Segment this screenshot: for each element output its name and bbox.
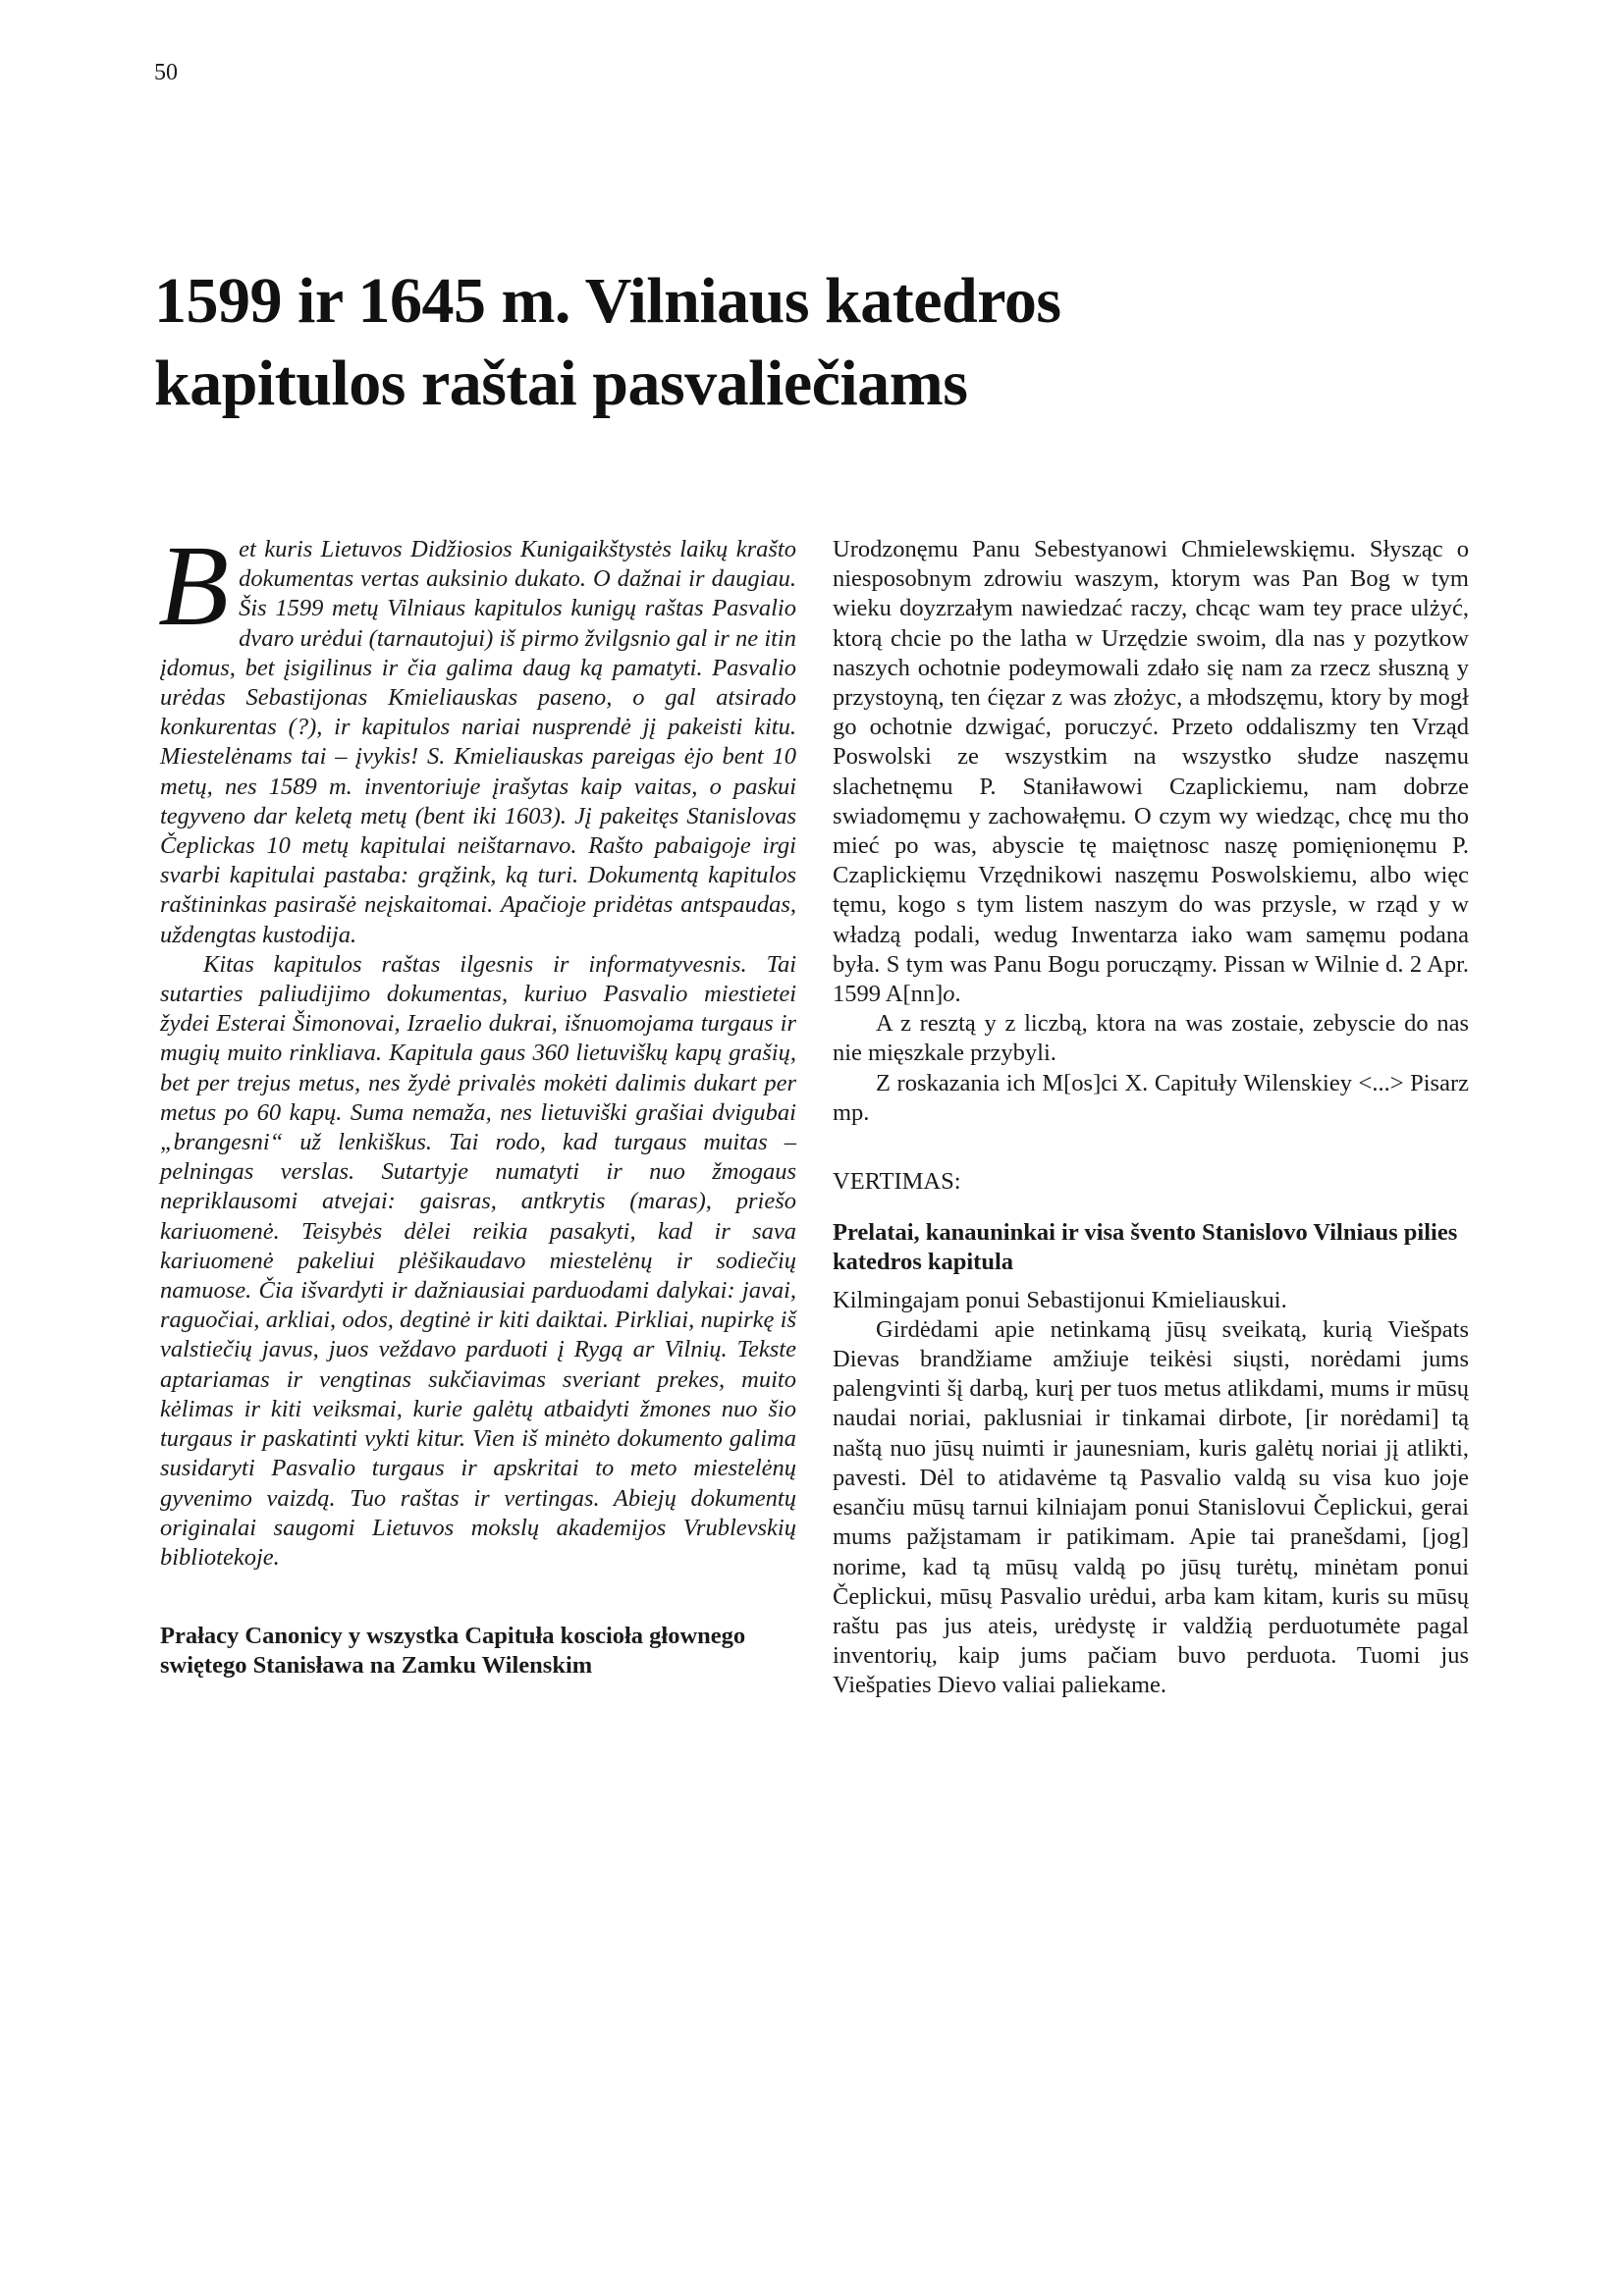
translation-label: VERTIMAS: [833, 1168, 961, 1196]
polish-letter-text: Urodzonęmu Panu Sebestyanowi Chmielewskięmu. Słysząc o niesposobnym zdrowiu waszym, ktorym was Pan Bog w tym wieku doyzrzałym nawiedzać raczy, chcąc wam tey prace ulżyć, ktorą chcie po the latha w Urzędzie swoim, dla nas y pozytkow naszych ochotnie podeymowali zdało się nam za rzecz słuszną y przystoyną, ten ćięzar z was złożyc, a młodszęmu, ktory by mogł go ochotnie dzwigać, poruczyć. Przeto oddaliszmy ten Vrząd Poswolski ze wszystkim na wszystko słudze naszęmu slachetnęmu P. Staniławowi Czaplickiemu, nam dobrze swiadomęmu y zachowałęmu. O czym wy wiedząc, chcę mu tho mieć po was, abyscie tę maiętnosc naszę pomięnionęmu P. Czaplickięmu Vrzędnikowi naszęmu Poswolskiemu, albo więc tęmu, kogo s tym listem naszym do was przysle, w rząd y w władzą podali, wedug Inwentarza iako wam samęmu podana była. S tym was Panu Bogu porucząmy. Pissan w Wilnie d. 2 Apr. 1599 A[nn] [833, 536, 1469, 1008]
translation-address: Kilmingajam ponui Sebastijonui Kmieliauskui. [833, 1286, 1287, 1313]
polish-letter-paragraph-1 [833, 535, 1469, 1009]
page-number: 50 [154, 60, 178, 85]
polish-letter-end: . [954, 981, 961, 1008]
second-paragraph: Kitas kapitulos raštas ilgesnis ir informatyvesnis. Tai sutarties paliudijimo dokumentas, kuriuo Pasvalio miestietei žydei Esterai Šimonovai, Izraelio dukrai, išnuomojama turgaus ir mugių muito rinkliava. Kapitula gaus 360 lietuviškų kapų grašių, bet per trejus metus, nes žydė privalės mokėti dalimis dukart per metus po 60 kapų. Suma nemaža, nes lietuviški grašiai dvigubai „brangesni“ už lenkiškus. Tai rodo, kad turgaus muitas – pelningas verslas. Sutartyje numatyti ir nuo žmogaus nepriklausomi atvejai: gaisras, antkrytis (maras), priešo kariuomenė. Teisybės dėlei reikia pasakyti, kad ir sava kariuomenė pakeliui plėšikaudavo miestelėnų ir sodiečių namuose. Čia išvardyti ir dažniausiai parduodami dalykai: javai, raguočiai, arkliai, odos, degtinė ir kiti daiktai. Pirkliai, nupirkę iš valstiečių javus, juos veždavo parduoti į Rygą ar Vilnių. Tekste aptariamas ir vengtinas sukčiavimas sveriant prekes, muito kėlimas ir kiti veiksmai, kurie galėtų atbaidyti žmones nuo šio turgaus ir paskatinti vykti kitur. Vien iš minėto dokumento galima susidaryti Pasvalio turgaus ir apskritai to meto miestelėnų gyvenimo vaizdą. Tuo raštas ir vertingas. Abiejų dokumentų originalai saugomi Lietuvos mokslų akademijos Vrublevskių bibliotekoje. [160, 950, 796, 1571]
translation-heading: Prelatai, kanauninkai ir visa švento Stanislovo Vilniaus pilies katedros kapitula [833, 1219, 1458, 1276]
intro-paragraph [158, 521, 796, 950]
polish-letter-paragraph-3: Z roskazania ich M[os]ci X. Capituły Wilenskiey <...> Pisarz mp. [833, 1069, 1469, 1126]
intro-text: et kuris Lietuvos Didžiosios Kunigaikštystės laikų krašto dokumentas vertas auksinio dukato. O dažnai ir daugiau. Šis 1599 metų Vilniaus kapitulos kunigų raštas Pasvalio dvaro urėdui (tarnautojui) iš pirmo žvilgsnio gal ir ne itin įdomus, bet įsigilinus ir čia galima daug ką pamatyti. Pasvalio urėdas Sebastijonas Kmieliauskas paseno, o gal atsirado konkurentas (?), ir kapitulos nariai nusprendė jį pakeisti kitu. Miestelėnams tai – įvykis! S. Kmieliauskas pareigas ėjo bent 10 metų, nes 1589 m. inventoriuje įrašytas kaip vaitas, o paskui tegyveno dar keletą metų (bent iki 1603). Jį pakeitęs Stanislovas Čeplickas 10 metų kapitulai neištarnavo. Rašto pabaigoje irgi svarbi kapitulai pastaba: grąžink, ką turi. Dokumentą kapitulos raštininkas pasirašė neįskaitomai. Apačioje pridėtas antspaudas, uždengtas kustodija. [160, 536, 796, 948]
page-title [154, 260, 1332, 425]
polish-document-heading: Prałacy Canonicy y wszystka Capituła kosciołа głownego swiętego Stanisława na Zamku Wilenskim [160, 1623, 746, 1680]
title-line-1: 1599 ir 1645 m. Vilniaus katedros [154, 265, 1061, 337]
translation-body: Girdėdami apie netinkamą jūsų sveikatą, kurią Viešpats Dievas brandžiame amžiuje teikėsi siųsti, norėdami jums palengvinti šį darbą, kurį per tuos metus atlikdami, mums ir mūsų naudai noriai, paklusniai ir tinkamai dirbote, [ir norėdami] tą naštą nuo jūsų nuimti ir jaunesniam, kuris galėtų noriai jį atlikti, pavesti. Dėl to atidavėme tą Pasvalio valdą su visa kuo joje esančiu mūsų tarnui kilniajam ponui Stanislovui Čeplickui, gerai mums pažįstamam ir patikimam. Apie tai pranešdami, [jog] norime, kad tą mūsų valdą po jūsų turėtų, minėtam ponui Čeplickui, mūsų Pasvalio urėdui, arba kam kitam, kuris su mūsų raštu pas jus ateis, urėdystę ir valdžią perduotumėte pagal inventorių, kaip jums pačiam buvo perduota. Tuomi jus Viešpaties Dievo valiai paliekame. [833, 1315, 1469, 1699]
right-column [833, 535, 1469, 1701]
polish-letter-italic-tail: o [943, 981, 955, 1008]
polish-letter-paragraph-2: A z resztą y z liczbą, ktora na was zostaie, zebyscie do nas nie mięszkale przybyli. [833, 1010, 1469, 1067]
title-line-2: kapitulos raštai pasvaliečiams [154, 347, 968, 419]
drop-cap: B [158, 521, 230, 650]
left-column [158, 521, 796, 1682]
